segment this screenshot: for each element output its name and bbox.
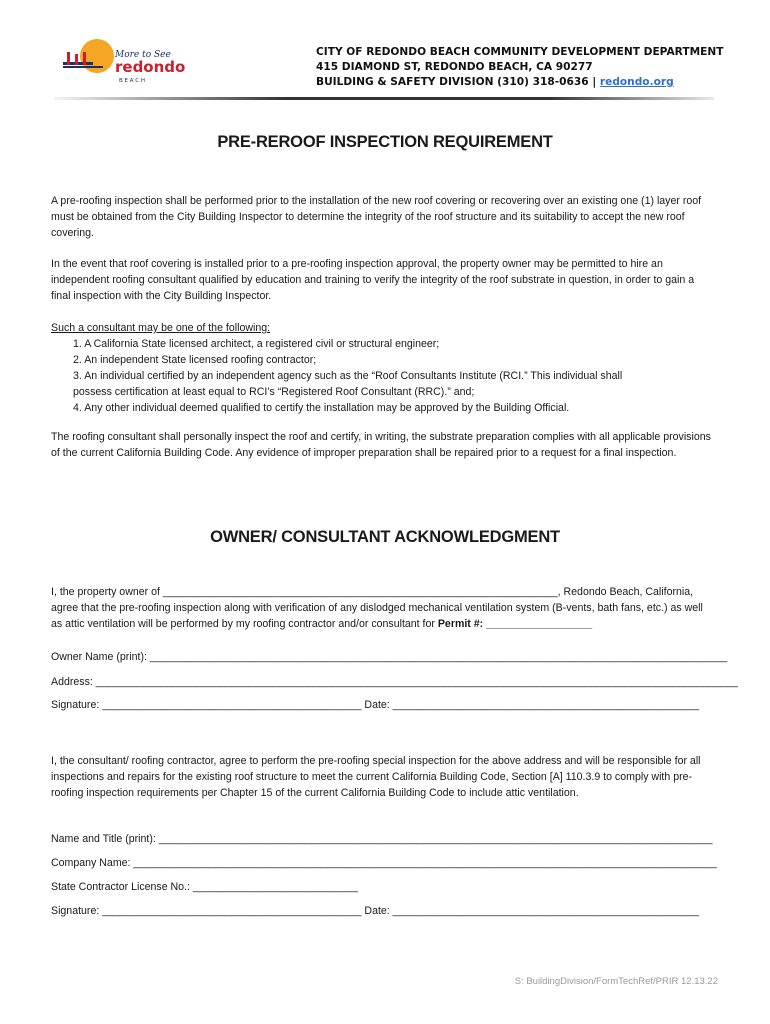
redondo-beach-logo (55, 36, 185, 88)
certification-paragraph: The roofing consultant shall personally inspect the roof and certify, in writing, the substrate preparation complies with all applicable provisions of the current California Building Code. Any evidence of improper preparation shall be repaired prior to a request for a final inspection. (51, 431, 711, 459)
logo-name: redondo (115, 58, 185, 76)
logo-tagline: More to See (115, 50, 171, 60)
page-title: PRE-REROOF INSPECTION REQUIREMENT (217, 133, 553, 151)
list-intro: Such a consultant may be one of the following: (51, 322, 271, 334)
intro-paragraph: A pre-roofing inspection shall be performed prior to the installation of the new roof covering or recovering over an existing one (1) layer roof must be obtained from the City Building Inspector to determine the integrity of the roof structure and its suitability to accept the new roof covering. (51, 195, 702, 239)
list-item: 3. An individual certified by an independent agency such as the “Roof Consultants Institute (RCI.” This individual shall (73, 370, 623, 382)
form-reference-footer: S: BuildingDivision/FormTechRef/PRIR 12.13.22 (514, 976, 718, 987)
owner-name-field[interactable]: Owner Name (print): __________________________________________________________________________________________________ (51, 651, 728, 663)
address-field[interactable]: Address: _____________________________________________________________________________________________________________ (51, 676, 738, 688)
acknowledgment-title: OWNER/ CONSULTANT ACKNOWLEDGMENT (210, 528, 560, 546)
header-divider (54, 97, 714, 100)
list-item-continuation: possess certification at least equal to RCI’s “Registered Roof Consultant (RRC).” and; (73, 386, 475, 398)
header-line-3-text: BUILDING & SAFETY DIVISION (310) 318-0636 | (316, 76, 600, 88)
logo-sub: B E A C H (119, 78, 145, 84)
department-header (316, 45, 723, 90)
license-number-field[interactable]: State Contractor License No.: ____________________________ (51, 881, 358, 893)
list-item: 1. A California State licensed architect, a registered civil or structural engineer; (73, 338, 440, 350)
consultant-paragraph: In the event that roof covering is installed prior to a pre-roofing inspection approval, the property owner may be permitted to hire an independent roofing consultant qualified by education and training to verify the integrity of the roof substrate in question, in order to gain a final inspection with the City Building Inspector. (51, 258, 695, 302)
consultant-name-title-field[interactable]: Name and Title (print): ______________________________________________________________________________________________ (51, 833, 713, 845)
owner-agreement-paragraph (51, 584, 716, 632)
website-link[interactable]: redondo.org (599, 76, 674, 88)
permit-number-field[interactable]: Permit #: __________________ (437, 618, 593, 630)
consultant-list (51, 320, 716, 416)
list-item: 4. Any other individual deemed qualified to certify the installation may be approved by the Building Official. (73, 402, 570, 414)
owner-signature-date-field[interactable]: Signature: ____________________________________________ Date: ____________________________________________________ (51, 699, 700, 711)
company-name-field[interactable]: Company Name: ___________________________________________________________________________________________________ (51, 857, 717, 869)
header-line-1: CITY OF REDONDO BEACH COMMUNITY DEVELOPMENT DEPARTMENT (316, 46, 724, 58)
header-line-2: 415 DIAMOND ST, REDONDO BEACH, CA 90277 (316, 61, 593, 73)
header-line-3 (316, 75, 723, 90)
consultant-agreement-paragraph: I, the consultant/ roofing contractor, agree to perform the pre-roofing special inspection for the above address and will be responsible for all inspections and repairs for the existing roof structure to meet the current California Building Code, Section [A] 110.3.9 to comply with pre-roofing inspection requirements per Chapter 15 of the current California Building Code to include attic ventilation. (51, 755, 701, 799)
list-item: 2. An independent State licensed roofing contractor; (73, 354, 317, 366)
owner-agreement-text: I, the property owner of ___________________________________________________________________, Redondo Beach, California, agree that the pre-roofing inspection along with verification of any dislodged mechanical ventilation system (B-vents, bath fans, etc.) as well as attic ventilation will be performed by my roofing contractor and/or consultant for (51, 586, 703, 630)
consultant-signature-date-field[interactable]: Signature: ____________________________________________ Date: ____________________________________________________ (51, 905, 700, 917)
